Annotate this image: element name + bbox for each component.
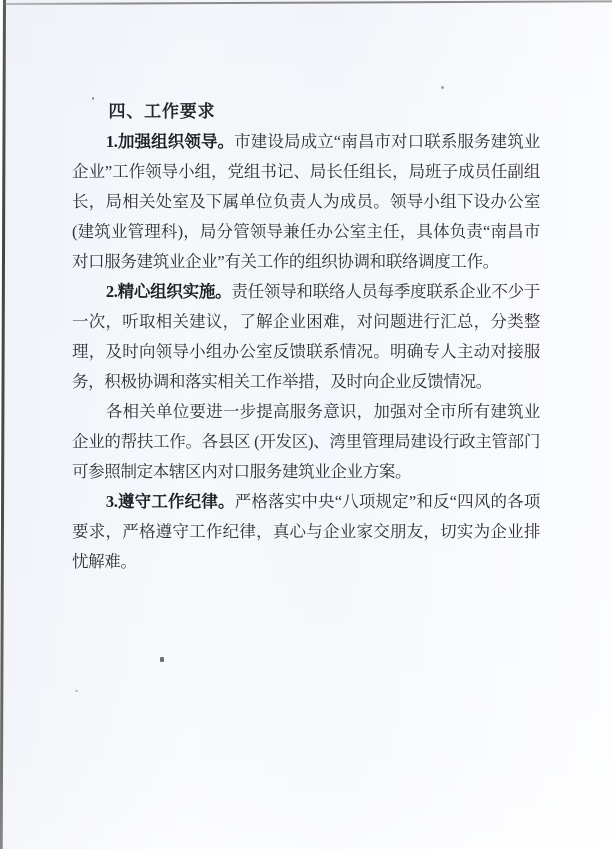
paragraph-strengthen-leadership [72,127,540,277]
scan-speck [441,86,444,89]
paragraph-work-discipline [72,487,540,577]
paragraph-text: 各相关单位要进一步提高服务意识，加强对全市所有建筑业企业的帮扶工作。各县区 (开发区)、湾里管理局建设行政主管部门可参照制定本辖区内对口服务建筑业企业方案。 [72,402,540,481]
scan-edge-top-line [4,0,612,4]
paragraph-lead: 1.加强组织领导。 [105,132,235,151]
paragraph-careful-implementation [72,277,540,397]
paragraph-lead: 2.精心组织实施。 [105,282,232,301]
paragraph-text: 严格落实中央“八项规定”和反“四风的各项要求，严格遵守工作纪律，真心与企业家交朋友，切实为企业排忧解难。 [72,492,540,571]
scan-speck [160,657,164,662]
document-body [72,97,540,577]
paragraph-text: 市建设局成立“南昌市对口联系服务建筑业企业”工作领导小组，党组书记、局长任组长，局班子成员任副组长，局相关处室及下属单位负责人为成员。领导小组下设办公室(建筑业管理科)，局分管领导兼任办公室主任，具体负责“南昌市对口服务建筑业企业”有关工作的组织协调和联络调度工作。 [72,132,540,271]
paragraph-lead: 3.遵守工作纪律。 [105,492,235,511]
paragraph-related-units [72,397,540,487]
scan-speck [92,97,94,100]
paragraph-text: 责任领导和联络人员每季度联系企业不少于一次，听取相关建议，了解企业困难，对问题进行汇总，分类整理，及时向领导小组办公室反馈联系情况。明确专人主动对接服务，积极协调和落实相关工作举措，及时向企业反馈情况。 [72,282,540,391]
scan-speck [75,690,78,692]
section-heading: 四、工作要求 [108,102,216,121]
